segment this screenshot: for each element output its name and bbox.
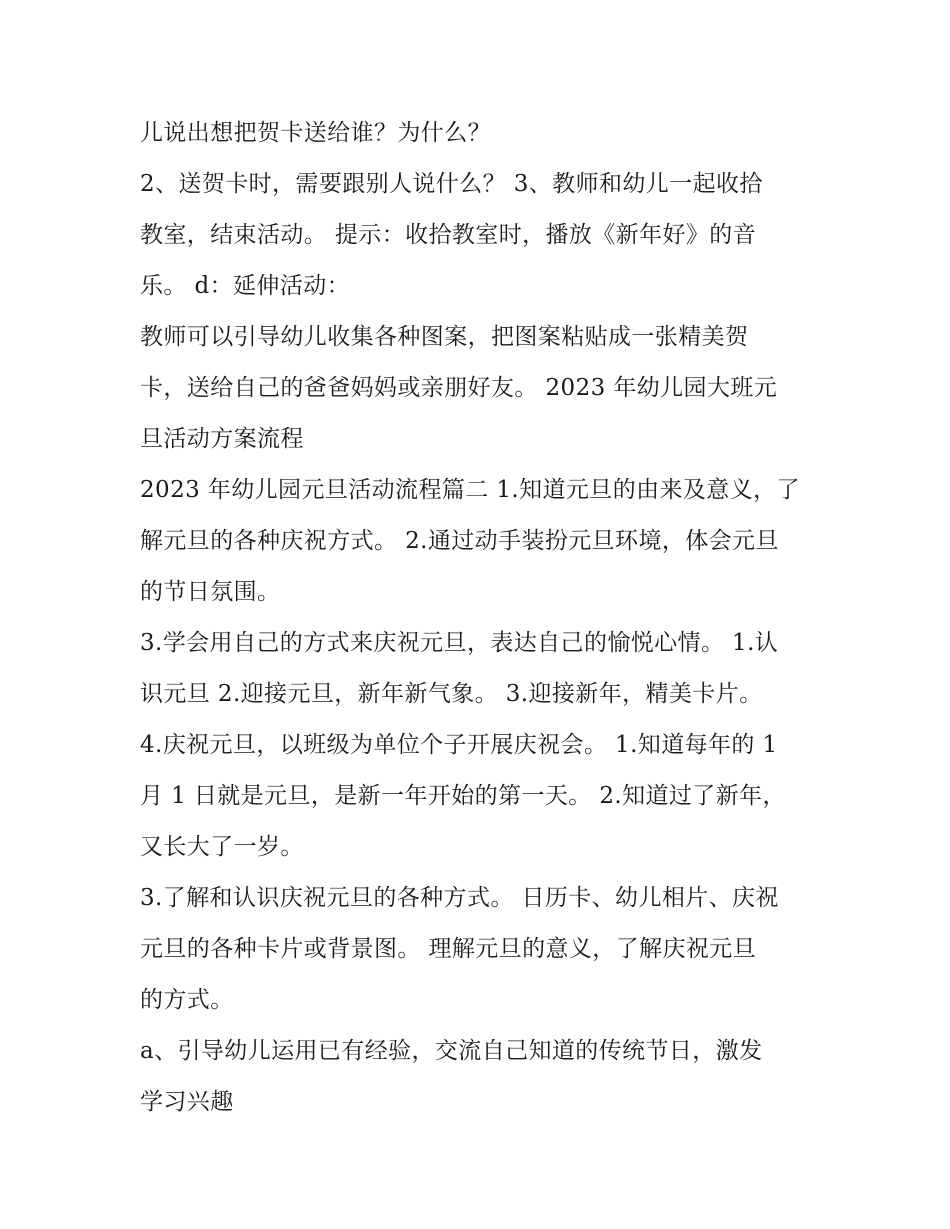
text-line: a、引导幼儿运用已有经验，交流自己知道的传统节日，激发 <box>140 1038 763 1064</box>
text-line: 又长大了一岁。 <box>140 834 304 860</box>
text-line: 的节日氛围。 <box>140 579 281 605</box>
document-body <box>140 108 820 1128</box>
text-line: 卡，送给自己的爸爸妈妈或亲朋好友。 2023 年幼儿园大班元 <box>140 375 778 401</box>
text-line: 儿说出想把贺卡送给谁？为什么？ <box>140 120 491 146</box>
text-line: 2、送贺卡时，需要跟别人说什么？ 3、教师和幼儿一起收拾 <box>140 171 763 197</box>
text-line: 3.了解和认识庆祝元旦的各种方式。 日历卡、幼儿相片、庆祝 <box>140 885 779 911</box>
text-line: 教室，结束活动。 提示：收拾教室时，播放《新年好》的音 <box>140 222 757 248</box>
text-line: 元旦的各种卡片或背景图。 理解元旦的意义，了解庆祝元旦 <box>140 936 757 962</box>
text-line: 的方式。 <box>140 987 234 1013</box>
text-line: 解元旦的各种庆祝方式。 2.通过动手装扮元旦环境，体会元旦 <box>140 528 779 554</box>
text-line: 2023 年幼儿园元旦活动流程篇二 1.知道元旦的由来及意义，了 <box>140 477 800 503</box>
text-line: 3.学会用自己的方式来庆祝元旦，表达自己的愉悦心情。 1.认 <box>140 630 779 656</box>
text-line: 月 1 日就是元旦，是新一年开始的第一天。 2.知道过了新年， <box>140 783 786 809</box>
text-line: 识元旦 2.迎接元旦，新年新气象。 3.迎接新年，精美卡片。 <box>140 681 763 707</box>
text-line: 乐。 d：延伸活动： <box>140 273 351 299</box>
text-line: 4.庆祝元旦，以班级为单位个子开展庆祝会。 1.知道每年的 1 <box>140 732 778 758</box>
text-line: 旦活动方案流程 <box>140 426 304 452</box>
text-line: 学习兴趣 <box>140 1089 234 1115</box>
text-line: 教师可以引导幼儿收集各种图案，把图案粘贴成一张精美贺 <box>140 324 749 350</box>
